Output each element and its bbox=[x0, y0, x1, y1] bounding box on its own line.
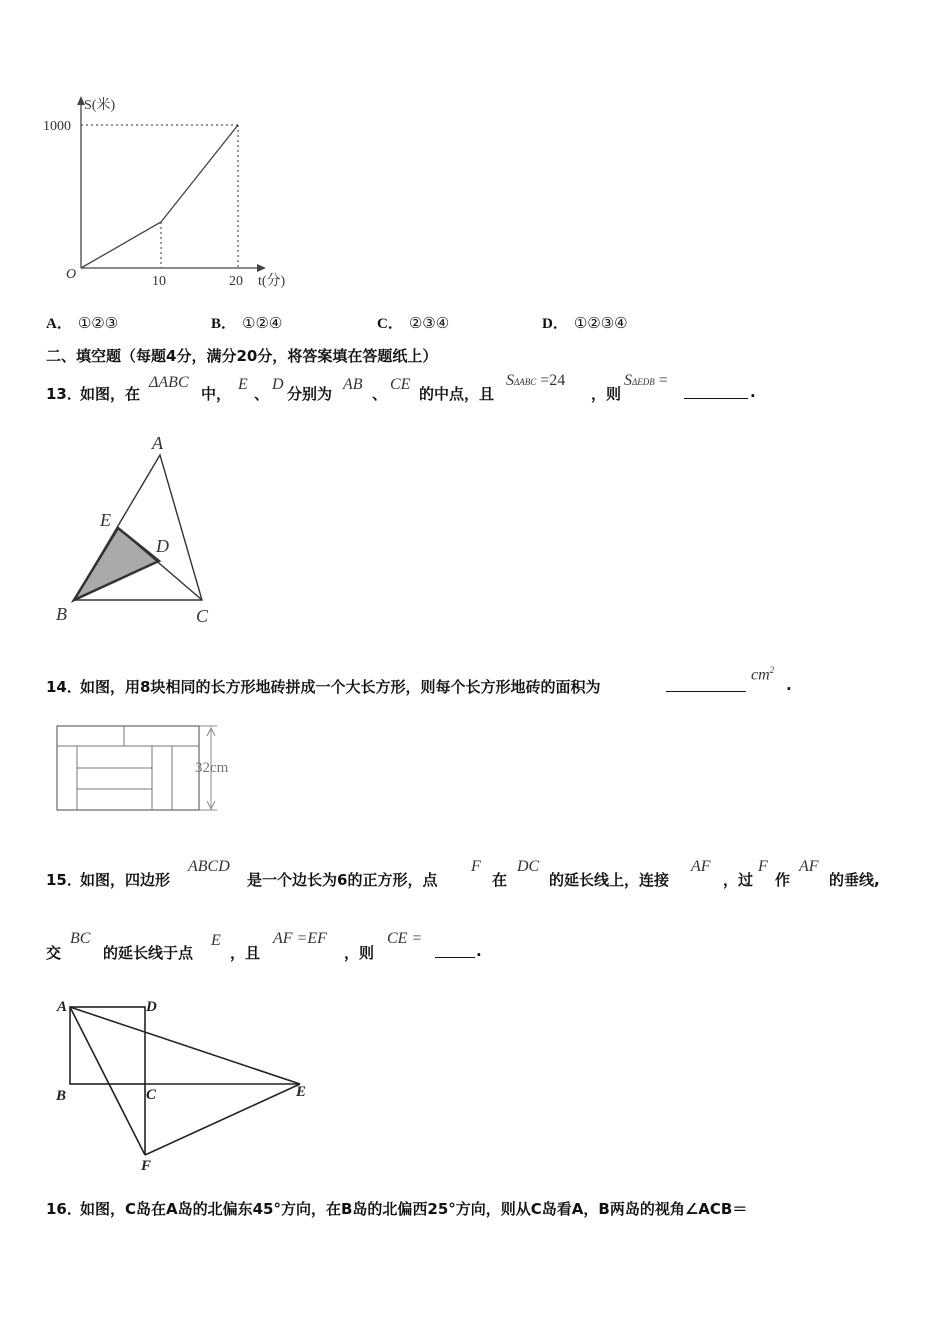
area-sub: ΔEDB bbox=[632, 377, 655, 387]
vertex-c: C bbox=[196, 606, 209, 626]
vertex-b: B bbox=[56, 604, 67, 624]
q15-text-7: 的垂线, bbox=[829, 871, 880, 889]
q13-text-3: 、 bbox=[254, 385, 270, 403]
triangle-figure bbox=[48, 430, 228, 630]
q15-text-3: 在 bbox=[492, 871, 508, 889]
area-s: S bbox=[624, 372, 632, 389]
q15-text-6: 作 bbox=[775, 871, 791, 889]
segment-ae bbox=[70, 1007, 300, 1084]
area-value: =24 bbox=[540, 372, 566, 389]
option-value: ①②③ bbox=[77, 314, 119, 332]
unit-sup: 2 bbox=[769, 665, 775, 675]
q15-math-dc: DC bbox=[517, 858, 540, 875]
segment-af bbox=[70, 1007, 145, 1155]
y-axis-label: S(米) bbox=[84, 98, 116, 113]
q13-text-2: 中， bbox=[201, 385, 232, 403]
q13-math-ab: AB bbox=[343, 376, 363, 393]
option-letter: A． bbox=[46, 316, 72, 332]
q13-text-4: 分别为 bbox=[287, 385, 333, 403]
q15-math-f2: F bbox=[758, 858, 768, 875]
q16-text: 如图，C岛在A岛的北偏东45°方向，在B岛的北偏西25°方向，则从C岛看A，B两岛的视角∠ACB＝ bbox=[80, 1200, 748, 1218]
shaded-triangle-edb bbox=[74, 528, 159, 600]
q15-math-f: F bbox=[471, 858, 481, 875]
vertex-d: D bbox=[156, 536, 169, 556]
vertex-c: C bbox=[146, 1087, 157, 1103]
q15-text-2: 是一个边长为6的正方形，点 bbox=[247, 871, 438, 889]
distance-time-graph bbox=[40, 92, 320, 297]
question-15 bbox=[46, 858, 936, 888]
answer-blank[interactable] bbox=[435, 943, 475, 958]
section-heading: 二、填空题（每题4分，满分20分，将答案填在答题纸上） bbox=[46, 347, 438, 365]
question-16 bbox=[46, 1198, 926, 1222]
answer-blank[interactable] bbox=[666, 677, 746, 692]
q15-math-e: E bbox=[211, 932, 221, 949]
option-letter: C． bbox=[377, 316, 403, 332]
q13-end: . bbox=[750, 383, 756, 401]
option-letter: D． bbox=[542, 316, 568, 332]
origin-label: O bbox=[66, 267, 77, 282]
q13-math-ce: CE bbox=[390, 376, 411, 393]
q13-text-1: 如图，在 bbox=[80, 385, 141, 403]
question-number: 13． bbox=[46, 385, 82, 403]
q13-math-e: E bbox=[238, 376, 248, 393]
distance-line bbox=[81, 125, 238, 268]
question-number: 15． bbox=[46, 871, 82, 889]
x-axis-arrow bbox=[257, 264, 266, 272]
x-axis-label: t(分) bbox=[258, 274, 286, 289]
vertex-a: A bbox=[152, 433, 163, 453]
area-s: S bbox=[506, 372, 514, 389]
square-figure bbox=[48, 995, 328, 1175]
q15-math-af2: AF bbox=[799, 858, 819, 875]
q15-text-1: 如图，四边形 bbox=[80, 871, 171, 889]
q15-math-abcd: ABCD bbox=[188, 858, 230, 875]
q14-unit bbox=[751, 665, 774, 684]
question-15-line-2 bbox=[46, 930, 926, 962]
q15-text-8: 交 bbox=[46, 944, 62, 962]
vertex-d: D bbox=[146, 999, 157, 1015]
q15-text-11: ，则 bbox=[344, 944, 375, 962]
q13-text-6: 的中点，且 bbox=[419, 385, 495, 403]
question-14 bbox=[46, 665, 926, 695]
vertex-e: E bbox=[296, 1084, 307, 1100]
vertex-a: A bbox=[57, 999, 68, 1015]
x-tick-20: 20 bbox=[229, 274, 243, 289]
q12-option-b[interactable] bbox=[211, 312, 282, 333]
q14-text: 如图，用8块相同的长方形地砖拼成一个大长方形，则每个长方形地砖的面积为 bbox=[80, 678, 601, 696]
q13-area-edb bbox=[624, 372, 668, 390]
segment-fe bbox=[145, 1084, 300, 1155]
q15-text-4: 的延长线上，连接 bbox=[549, 871, 670, 889]
answer-blank[interactable] bbox=[684, 384, 748, 399]
area-equals: = bbox=[658, 372, 668, 389]
y-tick-1000: 1000 bbox=[43, 119, 71, 134]
q12-option-a[interactable] bbox=[46, 312, 118, 333]
q13-text-5: 、 bbox=[372, 385, 388, 403]
q15-math-ce: CE = bbox=[387, 930, 423, 947]
unit-cm: cm bbox=[751, 666, 770, 684]
x-tick-10: 10 bbox=[152, 274, 166, 289]
q15-math-bc: BC bbox=[70, 930, 91, 947]
q14-end: . bbox=[786, 676, 792, 694]
q15-text-9: 的延长线于点 bbox=[103, 944, 194, 962]
option-value: ①②③④ bbox=[573, 314, 628, 332]
q15-math-af-ef: AF =EF bbox=[273, 930, 327, 947]
q12-option-d[interactable] bbox=[542, 312, 628, 333]
square-abcd bbox=[70, 1007, 145, 1084]
question-number: 14． bbox=[46, 678, 82, 696]
vertex-f: F bbox=[141, 1158, 152, 1174]
vertex-b: B bbox=[56, 1088, 67, 1104]
q15-end: . bbox=[476, 942, 482, 960]
q13-text-7: ，则 bbox=[591, 385, 622, 403]
option-letter: B． bbox=[211, 316, 237, 332]
q15-text-5: ，过 bbox=[723, 871, 754, 889]
option-value: ①②④ bbox=[242, 314, 283, 332]
q15-math-af: AF bbox=[691, 858, 711, 875]
question-13 bbox=[46, 372, 926, 404]
option-value: ②③④ bbox=[408, 314, 450, 332]
q12-option-c[interactable] bbox=[377, 312, 449, 333]
q15-text-10: ，且 bbox=[230, 944, 261, 962]
question-number: 16． bbox=[46, 1200, 82, 1218]
dimension-label: 32cm bbox=[195, 760, 229, 776]
q13-math-abc: ΔABC bbox=[149, 374, 189, 391]
area-sub: ΔABC bbox=[514, 377, 537, 387]
tile-figure bbox=[52, 720, 252, 815]
q13-math-d: D bbox=[272, 376, 284, 393]
q13-area-abc bbox=[506, 372, 565, 390]
vertex-e: E bbox=[100, 510, 111, 530]
